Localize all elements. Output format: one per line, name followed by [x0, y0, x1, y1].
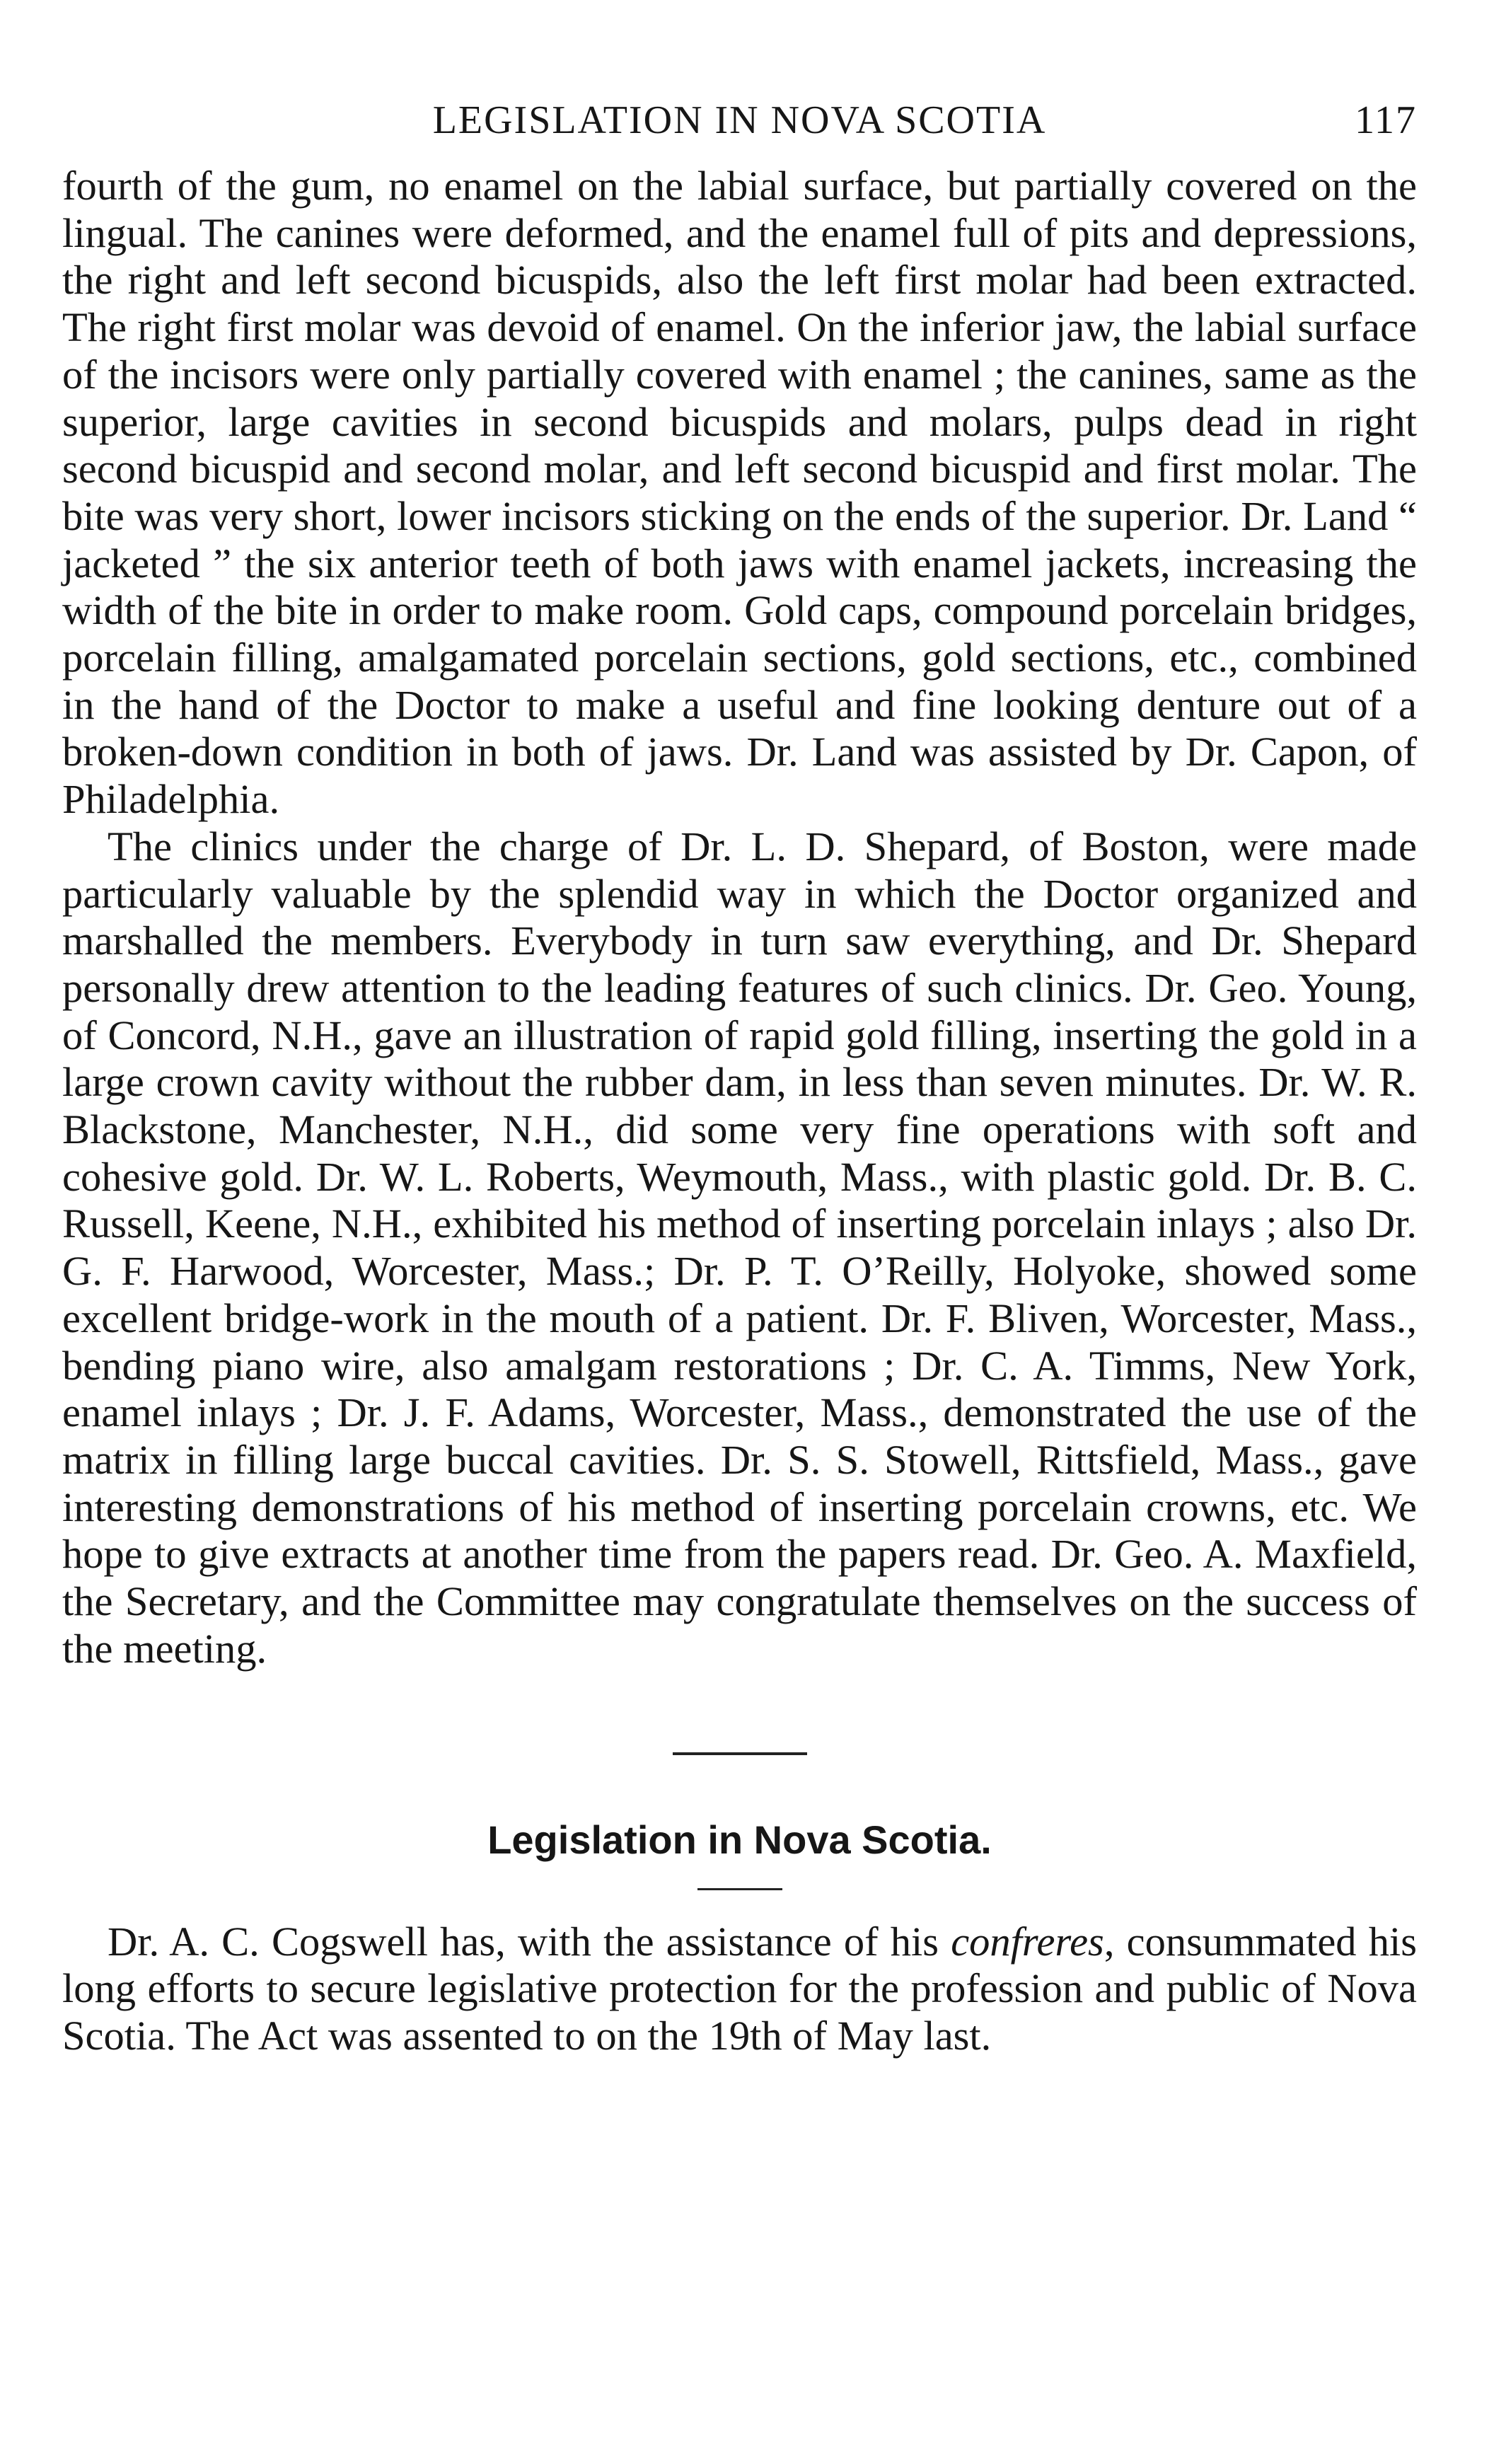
running-head [62, 92, 1417, 149]
italic-term: confreres [951, 1918, 1104, 1965]
section-text-end: , consummated his long efforts to secure legislative protection for the profession and public of Nova Scotia. The Act was assented to on the 19th of May last. [62, 1918, 1417, 2059]
page [62, 92, 1417, 2060]
page-number: 117 [1355, 98, 1417, 142]
section-body [62, 1919, 1417, 2060]
article-paragraph-1: fourth of the gum, no enamel on the labial surface, but partially covered on the lingual. The canines were deformed, and the enamel full of pits and depressions, the right and left second bicuspids, also the left first molar had been extracted. The right first molar was devoid of enamel. On the inferior jaw, the labial surface of the incisors were only partially covered with enamel ; the canines, same as the superior, large cavities in second bicuspids and molars, pulps dead in right second bicuspid and second molar, and left second bicuspid and first molar. The bite was very short, lower incisors sticking on the ends of the superior. Dr. Land “ jacketed ” the six anterior teeth of both jaws with enamel jackets, increasing the width of the bite in order to make room. Gold caps, compound porcelain bridges, porcelain filling, amalgamated porcelain sections, gold sections, etc., combined in the hand of the Doctor to make a useful and fine looking denture out of a broken-down condition in both of jaws. Dr. Land was assisted by Dr. Capon, of Philadelphia. [62, 163, 1417, 823]
section-heading: Legislation in Nova Scotia. [487, 1817, 992, 1862]
article-paragraph-2: The clinics under the charge of Dr. L. D. Shepard, of Boston, were made particularly valuable by the splendid way in which the Doctor organized and marshalled the members. Everybody in turn saw everything, and Dr. Shepard personally drew attention to the leading features of such clinics. Dr. Geo. Young, of Concord, N.H., gave an illustration of rapid gold filling, inserting the gold in a large crown cavity without the rubber dam, in less than seven minutes. Dr. W. R. Blackstone, Manchester, N.H., did some very fine operations with soft and cohesive gold. Dr. W. L. Roberts, Weymouth, Mass., with plastic gold. Dr. B. C. Russell, Keene, N.H., exhibited his method of inserting porcelain inlays ; also Dr. G. F. Harwood, Worcester, Mass.; Dr. P. T. O’Reilly, Holyoke, showed some excellent bridge-work in the mouth of a patient. Dr. F. Bliven, Worcester, Mass., bending piano wire, also amalgam restorations ; Dr. C. A. Timms, New York, enamel inlays ; Dr. J. F. Adams, Worcester, Mass., demonstrated the use of the matrix in filling large buccal cavities. Dr. S. S. Stowell, Rittsfield, Mass., gave interesting demonstrations of his method of inserting porcelain crowns, etc. We hope to give extracts at another time from the papers read. Dr. Geo. A. Maxfield, the Secretary, and the Committee may congratulate themselves on the success of the meeting. [62, 823, 1417, 1672]
section-text-start: Dr. A. C. Cogswell has, with the assistance of his [108, 1918, 951, 1965]
article-body [62, 163, 1417, 1673]
heading-underline-rule [697, 1888, 782, 1890]
section-paragraph [62, 1919, 1417, 2060]
running-title: LEGISLATION IN NOVA SCOTIA [432, 98, 1047, 142]
section-divider [673, 1752, 807, 1755]
